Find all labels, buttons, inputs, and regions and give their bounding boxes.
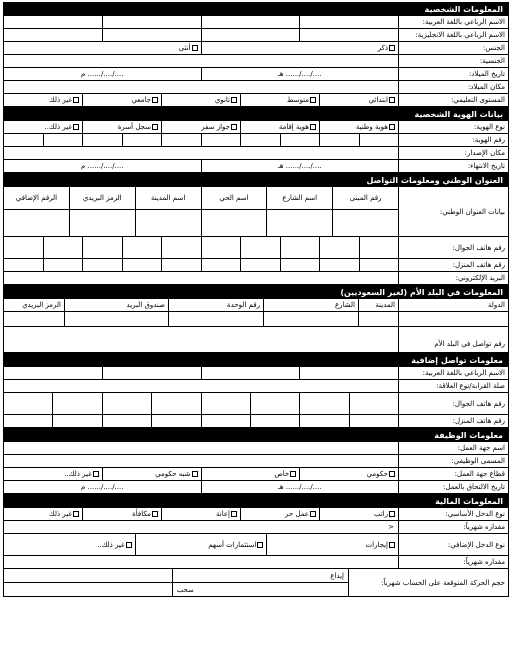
name-en-part-3[interactable] [102, 29, 201, 41]
extra-home-digits[interactable] [4, 415, 398, 427]
district-name-header: اسم الحي [201, 187, 267, 209]
overseas-address-grid [3, 299, 509, 327]
expiry-row [3, 160, 509, 173]
digit-box[interactable] [359, 259, 399, 271]
digit-box[interactable] [201, 415, 250, 427]
digit-box[interactable] [102, 415, 151, 427]
name-en-part-2[interactable] [201, 29, 300, 41]
digit-box[interactable] [4, 237, 43, 258]
id-option-residency[interactable]: هوية إقامة [240, 121, 319, 133]
checkbox-icon[interactable] [290, 471, 296, 477]
relation-row [3, 380, 509, 393]
issue-place-field[interactable] [4, 147, 398, 159]
digit-box[interactable] [280, 259, 320, 271]
home-country-contact-label: رقم تواصل في البلد الأم [398, 327, 508, 352]
address-section-header: العنوان الوطني ومعلومات التواصل [3, 173, 509, 187]
checkbox-icon[interactable] [126, 542, 132, 548]
id-type-row [3, 121, 509, 134]
national-address-row [3, 187, 509, 237]
employer-field[interactable] [4, 442, 398, 454]
digit-box[interactable] [82, 259, 122, 271]
join-date-label: تاريخ الالتحاق بالعمل: [398, 481, 508, 493]
checkbox-icon[interactable] [73, 97, 79, 103]
additional-number-field[interactable] [4, 210, 69, 236]
deposit-field[interactable]: إيداع [172, 569, 349, 582]
street-name-field[interactable] [266, 210, 332, 236]
edu-option-university[interactable]: جامعي [82, 94, 161, 106]
nationality-row [3, 55, 509, 68]
po-box-field[interactable] [64, 312, 168, 326]
checkbox-icon[interactable] [389, 45, 395, 51]
digit-box[interactable] [201, 134, 241, 146]
email-row [3, 272, 509, 285]
checkbox-icon[interactable] [389, 542, 395, 548]
national-address-label: بيانات العنوان الوطني: [398, 187, 508, 236]
digit-box[interactable] [201, 237, 241, 258]
monthly-amount-field[interactable] [4, 521, 398, 533]
checkbox-icon[interactable] [192, 471, 198, 477]
mobile-label: رقم هاتف الجوال: [398, 237, 508, 258]
basic-income-label: نوع الدخل الأساسي: [398, 508, 508, 520]
digit-box[interactable] [4, 415, 52, 427]
digit-box[interactable] [161, 134, 201, 146]
home-phone-digits[interactable] [4, 259, 398, 271]
name-ar-part-2[interactable] [201, 16, 300, 28]
withdraw-blank[interactable] [4, 583, 172, 596]
name-ar-part-3[interactable] [102, 16, 201, 28]
extra-name-row [3, 367, 509, 380]
email-field[interactable] [4, 272, 398, 284]
digit-box[interactable] [359, 237, 399, 258]
checkbox-icon[interactable] [257, 542, 263, 548]
monthly-amount-row [3, 521, 509, 534]
id-number-row [3, 134, 509, 147]
home-country-contact-field[interactable] [4, 327, 398, 352]
relation-label: صلة القرابة/نوع العلاقة: [398, 380, 508, 392]
sector-label: قطاع جهة العمل: [398, 468, 508, 480]
digit-box[interactable] [359, 134, 399, 146]
digit-box[interactable] [319, 134, 359, 146]
id-type-label: نوع الهوية: [398, 121, 508, 133]
unit-number-header: رقم الوحدة [168, 299, 263, 311]
extra-name-part-3[interactable] [102, 367, 201, 379]
digit-box[interactable] [151, 393, 200, 414]
checkbox-icon[interactable] [310, 124, 316, 130]
extra-mobile-label: رقم هاتف الجوال: [398, 393, 508, 414]
id-option-family-record[interactable]: سجل أسرة [82, 121, 161, 133]
less-than-mark: < [388, 523, 394, 531]
home-phone-row [3, 259, 509, 272]
expected-volume-label: حجم الحركة المتوقعة على الحساب شهرياً: [348, 569, 508, 596]
extra-home-label: رقم هاتف المنزل: [398, 415, 508, 427]
digit-box[interactable] [161, 237, 201, 258]
digit-box[interactable] [201, 393, 250, 414]
nationality-label: الجنسية: [398, 55, 508, 67]
name-ar-row [3, 16, 509, 29]
monthly-amount-label: مقداره شهرياً: [398, 521, 508, 533]
expected-volume-row [3, 569, 509, 597]
checkbox-icon[interactable] [152, 511, 158, 517]
name-ar-label: الاسم الرباعي باللغة العربية: [398, 16, 508, 28]
extra-name-part-2[interactable] [201, 367, 300, 379]
identity-section-header: بيانات الهوية الشخصية [3, 107, 509, 121]
digit-box[interactable] [43, 237, 83, 258]
extra-name-part-1[interactable] [299, 367, 398, 379]
street-header: الشارع [263, 299, 358, 311]
digit-box[interactable] [102, 393, 151, 414]
building-number-field[interactable] [332, 210, 398, 236]
additional-number-header: الرقم الإضافي [15, 194, 58, 202]
digit-box[interactable] [250, 415, 299, 427]
sector-option-other[interactable]: غير ذلك.. [4, 468, 102, 480]
checkbox-icon[interactable] [152, 97, 158, 103]
nationality-field[interactable] [4, 55, 398, 67]
checkbox-icon[interactable] [389, 511, 395, 517]
checkbox-icon[interactable] [231, 511, 237, 517]
home-phone-label: رقم هاتف المنزل: [398, 259, 508, 271]
edu-option-other[interactable]: غير ذلك [4, 94, 82, 106]
digit-box[interactable] [240, 259, 280, 271]
dob-label: تاريخ الميلاد: [398, 68, 508, 80]
withdraw-field[interactable]: سحب [172, 583, 349, 596]
digit-box[interactable] [349, 393, 398, 414]
checkbox-icon[interactable] [389, 471, 395, 477]
city-field[interactable] [358, 312, 398, 326]
id-number-label: رقم الهوية: [398, 134, 508, 146]
deposit-blank[interactable] [4, 569, 172, 582]
city-name-field[interactable] [135, 210, 201, 236]
district-name-field[interactable] [201, 210, 267, 236]
checkbox-icon[interactable] [192, 45, 198, 51]
extra-home-row [3, 415, 509, 428]
expiry-label: تاريخ الانتهاء: [398, 160, 508, 172]
home-country-contact-row [3, 327, 509, 353]
digit-box[interactable] [280, 134, 320, 146]
city-name-header: اسم المدينة [135, 187, 201, 209]
digit-box[interactable] [250, 393, 299, 414]
extra-income-row [3, 534, 509, 556]
digit-box[interactable] [299, 415, 348, 427]
digit-box[interactable] [240, 134, 280, 146]
digit-box[interactable] [319, 237, 359, 258]
digit-box[interactable] [52, 393, 101, 414]
mobile-row [3, 237, 509, 259]
edu-option-primary[interactable]: ابتدائي [319, 94, 398, 106]
pob-label: مكان الميلاد: [398, 81, 508, 93]
digit-box[interactable] [52, 415, 101, 427]
sector-option-private[interactable]: خاص [201, 468, 300, 480]
digit-box[interactable] [319, 259, 359, 271]
digit-box[interactable] [240, 237, 280, 258]
monthly-amount-2-row [3, 556, 509, 569]
join-date-row [3, 481, 509, 494]
extra-mobile-digits[interactable] [4, 393, 398, 414]
postal-code-field[interactable] [4, 312, 64, 326]
expiry-hijri-field[interactable]: ..../..../...... هـ [201, 160, 399, 172]
digit-box[interactable] [4, 393, 52, 414]
id-option-national[interactable]: هوية وطنية [319, 121, 398, 133]
digit-box[interactable] [151, 415, 200, 427]
name-en-row [3, 29, 509, 42]
name-ar-part-1[interactable] [299, 16, 398, 28]
postal-code-header: الرمز البريدي [22, 301, 61, 309]
digit-box[interactable] [201, 259, 241, 271]
education-label: المستوى التعليمي: [398, 94, 508, 106]
digit-box[interactable] [122, 259, 162, 271]
pob-row [3, 81, 509, 94]
country-header: الدولة [398, 299, 508, 311]
unit-number-field[interactable] [168, 312, 263, 326]
monthly-amount-2-label: مقداره شهرياً: [398, 556, 508, 568]
checkbox-icon[interactable] [310, 97, 316, 103]
country-field[interactable] [398, 312, 508, 326]
pob-field[interactable] [4, 81, 398, 93]
id-option-passport[interactable]: جواز سفر [161, 121, 240, 133]
checkbox-icon[interactable] [73, 124, 79, 130]
education-row [3, 94, 509, 107]
digit-box[interactable] [82, 237, 122, 258]
id-option-other[interactable]: غير ذلك.. [4, 121, 82, 133]
edu-option-intermediate[interactable]: متوسط [240, 94, 319, 106]
city-header: المدينة [358, 299, 398, 311]
sector-option-government[interactable]: حكومي [299, 468, 398, 480]
income-option-bonus[interactable]: مكافأة [82, 508, 161, 520]
digit-box[interactable] [299, 393, 348, 414]
digit-box[interactable] [122, 134, 162, 146]
dob-hijri-field[interactable]: ..../..../...... هـ [201, 68, 399, 80]
employer-label: اسم جهة العمل: [398, 442, 508, 454]
digit-box[interactable] [349, 415, 398, 427]
id-number-digits[interactable] [4, 134, 398, 146]
postal-code-header: الرمز البريدي [69, 187, 135, 209]
digit-box[interactable] [4, 134, 43, 146]
extra-income-option-other[interactable]: غير ذلك.. [4, 534, 135, 555]
gender-male-option[interactable]: ذكر [201, 42, 399, 54]
name-en-part-1[interactable] [299, 29, 398, 41]
job-section-header: معلومات الوظيفة [3, 428, 509, 442]
checkbox-icon[interactable] [231, 124, 237, 130]
overseas-section-header: المعلومات في البلد الأم (لغير السعوديين) [3, 285, 509, 299]
name-en-part-4[interactable] [4, 29, 102, 41]
position-field[interactable] [4, 455, 398, 467]
sector-option-semi-government[interactable]: شبه حكومي [102, 468, 201, 480]
checkbox-icon[interactable] [389, 97, 395, 103]
income-option-aid[interactable]: إعانة [161, 508, 240, 520]
name-en-label: الاسم الرباعي باللغة الانجليزية: [398, 29, 508, 41]
digit-box[interactable] [4, 259, 43, 271]
dob-row [3, 68, 509, 81]
digit-box[interactable] [43, 259, 83, 271]
finance-section-header: المعلومات المالية [3, 494, 509, 508]
extra-name-part-4[interactable] [4, 367, 102, 379]
digit-box[interactable] [161, 259, 201, 271]
checkbox-icon[interactable] [389, 124, 395, 130]
position-label: المسمى الوظيفي: [398, 455, 508, 467]
dob-gregorian-field[interactable]: ..../..../...... م [81, 70, 124, 78]
income-option-freelance[interactable]: عمل حر [240, 508, 319, 520]
extra-name-label: الاسم الرباعي باللغة العربية: [398, 367, 508, 379]
expiry-gregorian-field[interactable]: ..../..../...... م [81, 162, 124, 170]
edu-option-secondary[interactable]: ثانوي [161, 94, 240, 106]
digit-box[interactable] [280, 237, 320, 258]
gender-label: الجنس: [398, 42, 508, 54]
extra-income-option-stocks[interactable]: استثمارات أسهم [135, 534, 267, 555]
gender-row [3, 42, 509, 55]
join-date-gregorian-field[interactable]: ..../..../...... م [81, 483, 124, 491]
postal-code-field[interactable] [69, 210, 135, 236]
join-date-hijri-field[interactable]: ..../..../...... هـ [201, 481, 399, 493]
digit-box[interactable] [82, 134, 122, 146]
extra-income-option-rent[interactable]: إيجارات [266, 534, 398, 555]
sector-row [3, 468, 509, 481]
street-field[interactable] [263, 312, 358, 326]
employer-row [3, 442, 509, 455]
checkbox-icon[interactable] [231, 97, 237, 103]
digit-box[interactable] [122, 237, 162, 258]
digit-box[interactable] [43, 134, 83, 146]
name-ar-part-4[interactable] [4, 16, 102, 28]
bank-account-form [3, 2, 509, 597]
mobile-digits[interactable] [4, 237, 398, 258]
personal-section-header: المعلومات الشخصية [3, 2, 509, 16]
position-row [3, 455, 509, 468]
relation-field[interactable] [4, 380, 398, 392]
extra-contact-section-header: معلومات تواصل إضافية [3, 353, 509, 367]
building-number-header: رقم المبنى [332, 187, 398, 209]
checkbox-icon[interactable] [152, 124, 158, 130]
checkbox-icon[interactable] [73, 511, 79, 517]
email-label: البريد الإلكتروني: [398, 272, 508, 284]
po-box-header: صندوق البريد [64, 299, 168, 311]
extra-income-label: نوع الدخل الإضافي: [398, 534, 508, 555]
checkbox-icon[interactable] [310, 511, 316, 517]
monthly-amount-2-field[interactable] [4, 556, 398, 568]
extra-mobile-row [3, 393, 509, 415]
checkbox-icon[interactable] [93, 471, 99, 477]
basic-income-row [3, 508, 509, 521]
income-option-other[interactable]: غير ذلك [4, 508, 82, 520]
income-option-salary[interactable]: راتب [319, 508, 398, 520]
street-name-header: اسم الشارع [266, 187, 332, 209]
issue-place-row [3, 147, 509, 160]
gender-female-option[interactable]: أنثى [4, 42, 201, 54]
issue-place-label: مكان الإصدار: [398, 147, 508, 159]
